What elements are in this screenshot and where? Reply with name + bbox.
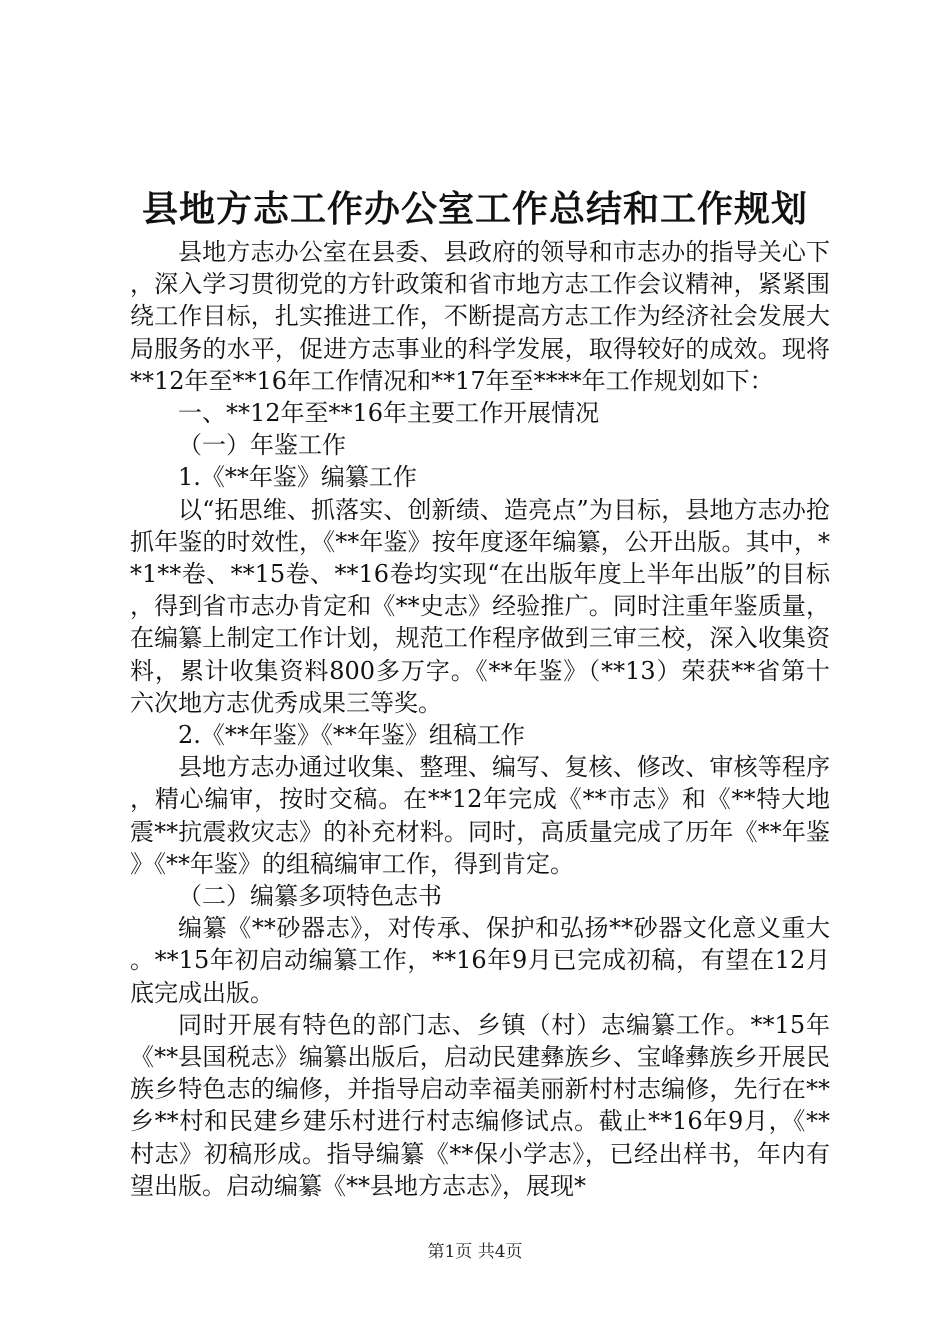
subsection-heading-special-chronicles: （二）编纂多项特色志书 (178, 882, 442, 911)
subsection-heading-yearbook: （一）年鉴工作 (178, 431, 346, 460)
intro-paragraph: 县地方志办公室在县委、县政府的领导和市志办的指导关心下，深入学习贯彻党的方针政策和省市地方志工作会议精神，紧紧围绕工作目标，扎实推进工作，不断提高方志工作为经济社会发展大局服务的水平，促进方志事业的科学发展，取得较好的成效。现将**12年至**16年工作情况和**17年至****年工作规划如下： (130, 238, 830, 395)
item-heading-1: 1.《**年鉴》编纂工作 (178, 463, 417, 492)
paragraph-pottery-chronicle: 编纂《**砂器志》，对传承、保护和弘扬**砂器文化意义重大。**15年初启动编纂工作，**16年9月已完成初稿，有望在12月底完成出版。 (130, 914, 830, 1007)
document-body (130, 236, 830, 1202)
document-title: 县地方志工作办公室工作总结和工作规划 (141, 188, 808, 230)
section-heading-1: 一、**12年至**16年主要工作开展情况 (178, 399, 600, 428)
page-number-footer: 第1页 共4页 (427, 1242, 523, 1262)
paragraph-local-chronicles: 同时开展有特色的部门志、乡镇（村）志编纂工作。**15年《**县国税志》编纂出版后，启动民建彝族乡、宝峰彝族乡开展民族乡特色志的编修，并指导启动幸福美丽新村村志编修，先行在**乡**村和民建乡建乐村进行村志编修试点。截止**16年9月，《**村志》初稿形成。指导编纂《**保小学志》，已经出样书，年内有望出版。启动编纂《**县地方志志》，展现* (130, 1010, 830, 1200)
paragraph-yearbook-compilation: 以“拓思维、抓落实、创新绩、造亮点”为目标，县地方志办抢抓年鉴的时效性，《**年鉴》按年度逐年编纂，公开出版。其中，**1**卷、**15卷、**16卷均实现“在出版年度上半年出版”的目标，得到省市志办肯定和《**史志》经验推广。同时注重年鉴质量，在编纂上制定工作计划，规范工作程序做到三审三校，深入收集资料，累计收集资料800多万字。《**年鉴》（**13）荣获**省第十六次地方志优秀成果三等奖。 (130, 495, 830, 717)
paragraph-manuscript-work: 县地方志办通过收集、整理、编写、复核、修改、审核等程序，精心编审，按时交稿。在**12年完成《**市志》和《**特大地震**抗震救灾志》的补充材料。同时，高质量完成了历年《**年鉴》《**年鉴》的组稿编审工作，得到肯定。 (130, 753, 830, 878)
item-heading-2: 2.《**年鉴》《**年鉴》组稿工作 (178, 721, 525, 750)
